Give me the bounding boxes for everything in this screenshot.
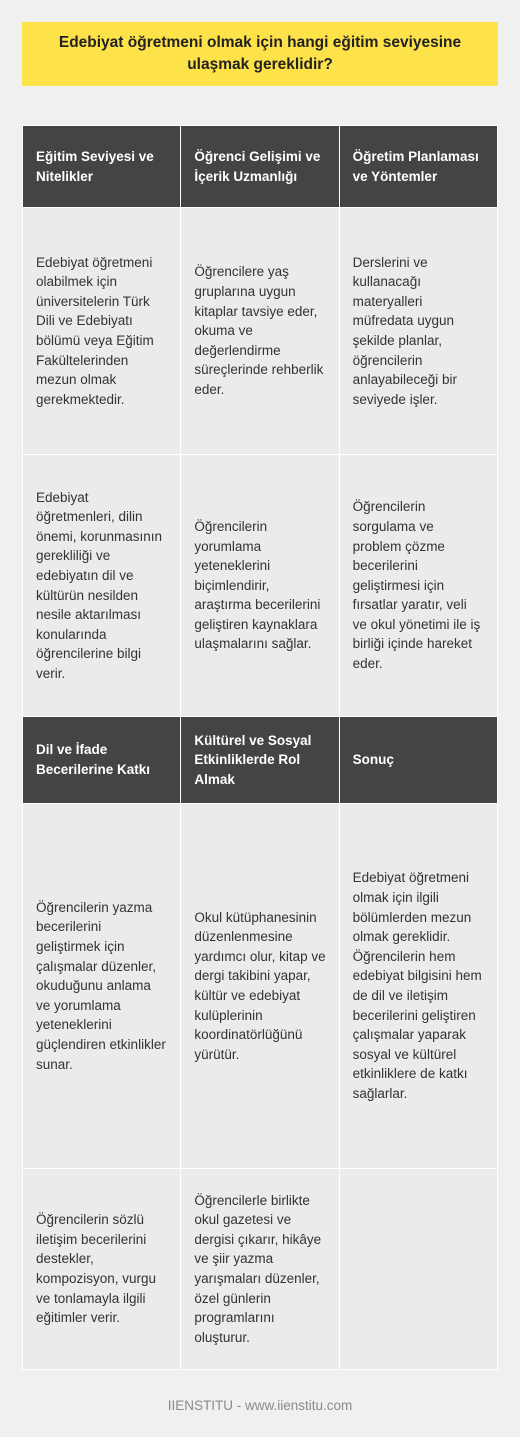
header-cell: Kültürel ve Sosyal Etkinliklerde Rol Almak bbox=[181, 717, 339, 804]
header-cell: Öğrenci Gelişimi ve İçerik Uzmanlığı bbox=[181, 126, 339, 208]
table-cell: Derslerini ve kullanacağı materyalleri müfredata uygun şekilde planlar, öğrencilerin anlayabileceği bir seviyede işler. bbox=[339, 208, 497, 455]
table-row bbox=[23, 208, 498, 455]
table-header-row bbox=[23, 717, 498, 804]
table-cell: Öğrencilerin yorumlama yeteneklerini biçimlendirir, araştırma becerilerini geliştiren kaynaklara ulaşmalarını sağlar. bbox=[181, 455, 339, 717]
table-cell: Öğrencilerin sözlü iletişim becerilerini destekler, kompozisyon, vurgu ve tonlamayla ilgili eğitimler verir. bbox=[23, 1169, 181, 1370]
table-header-row bbox=[23, 126, 498, 208]
page-title: Edebiyat öğretmeni olmak için hangi eğitim seviyesine ulaşmak gereklidir? bbox=[22, 22, 498, 86]
table-cell: Edebiyat öğretmeni olmak için ilgili bölümlerden mezun olmak gereklidir. Öğrencilerin hem edebiyat bilgisini hem de dil ve iletişim becerilerini geliştiren çalışmalar yaparak sosyal ve kültürel etkinliklere de katkı sağlarlar. bbox=[339, 804, 497, 1169]
table-cell: Okul kütüphanesinin düzenlenmesine yardımcı olur, kitap ve dergi takibini yapar, kültür ve edebiyat kulüplerinin koordinatörlüğünü yürütür. bbox=[181, 804, 339, 1169]
table-cell: Edebiyat öğretmenleri, dilin önemi, korunmasının gerekliliği ve edebiyatın dil ve kültürün nesilden nesile aktarılması konularında öğrencilerine bilgi verir. bbox=[23, 455, 181, 717]
table-row bbox=[23, 455, 498, 717]
table-cell: Öğrencilerin yazma becerilerini geliştirmek için çalışmalar düzenler, okuduğunu anlama ve yorumlama yeteneklerini güçlendiren etkinlikler sunar. bbox=[23, 804, 181, 1169]
table-cell bbox=[339, 1169, 497, 1370]
header-cell: Dil ve İfade Becerilerine Katkı bbox=[23, 717, 181, 804]
table-row bbox=[23, 1169, 498, 1370]
footer-credit: IIENSTITU - www.iienstitu.com bbox=[167, 1398, 353, 1413]
header-cell: Sonuç bbox=[339, 717, 497, 804]
table-cell: Öğrencilerle birlikte okul gazetesi ve dergisi çıkarır, hikâye ve şiir yazma yarışmaları düzenler, özel günlerin programlarını oluşturur. bbox=[181, 1169, 339, 1370]
header-cell: Eğitim Seviyesi ve Nitelikler bbox=[23, 126, 181, 208]
table-cell: Edebiyat öğretmeni olabilmek için üniversitelerin Türk Dili ve Edebiyatı bölümü veya Eğitim Fakültelerinden mezun olmak gerekmektedir. bbox=[23, 208, 181, 455]
table-row bbox=[23, 804, 498, 1169]
info-table bbox=[22, 125, 498, 1370]
table-cell: Öğrencilere yaş gruplarına uygun kitaplar tavsiye eder, okuma ve değerlendirme süreçlerinde rehberlik eder. bbox=[181, 208, 339, 455]
table-cell: Öğrencilerin sorgulama ve problem çözme becerilerini geliştirmesi için fırsatlar yaratır, veli ve okul yönetimi ile iş birliği içinde hareket eder. bbox=[339, 455, 497, 717]
header-cell: Öğretim Planlaması ve Yöntemler bbox=[339, 126, 497, 208]
